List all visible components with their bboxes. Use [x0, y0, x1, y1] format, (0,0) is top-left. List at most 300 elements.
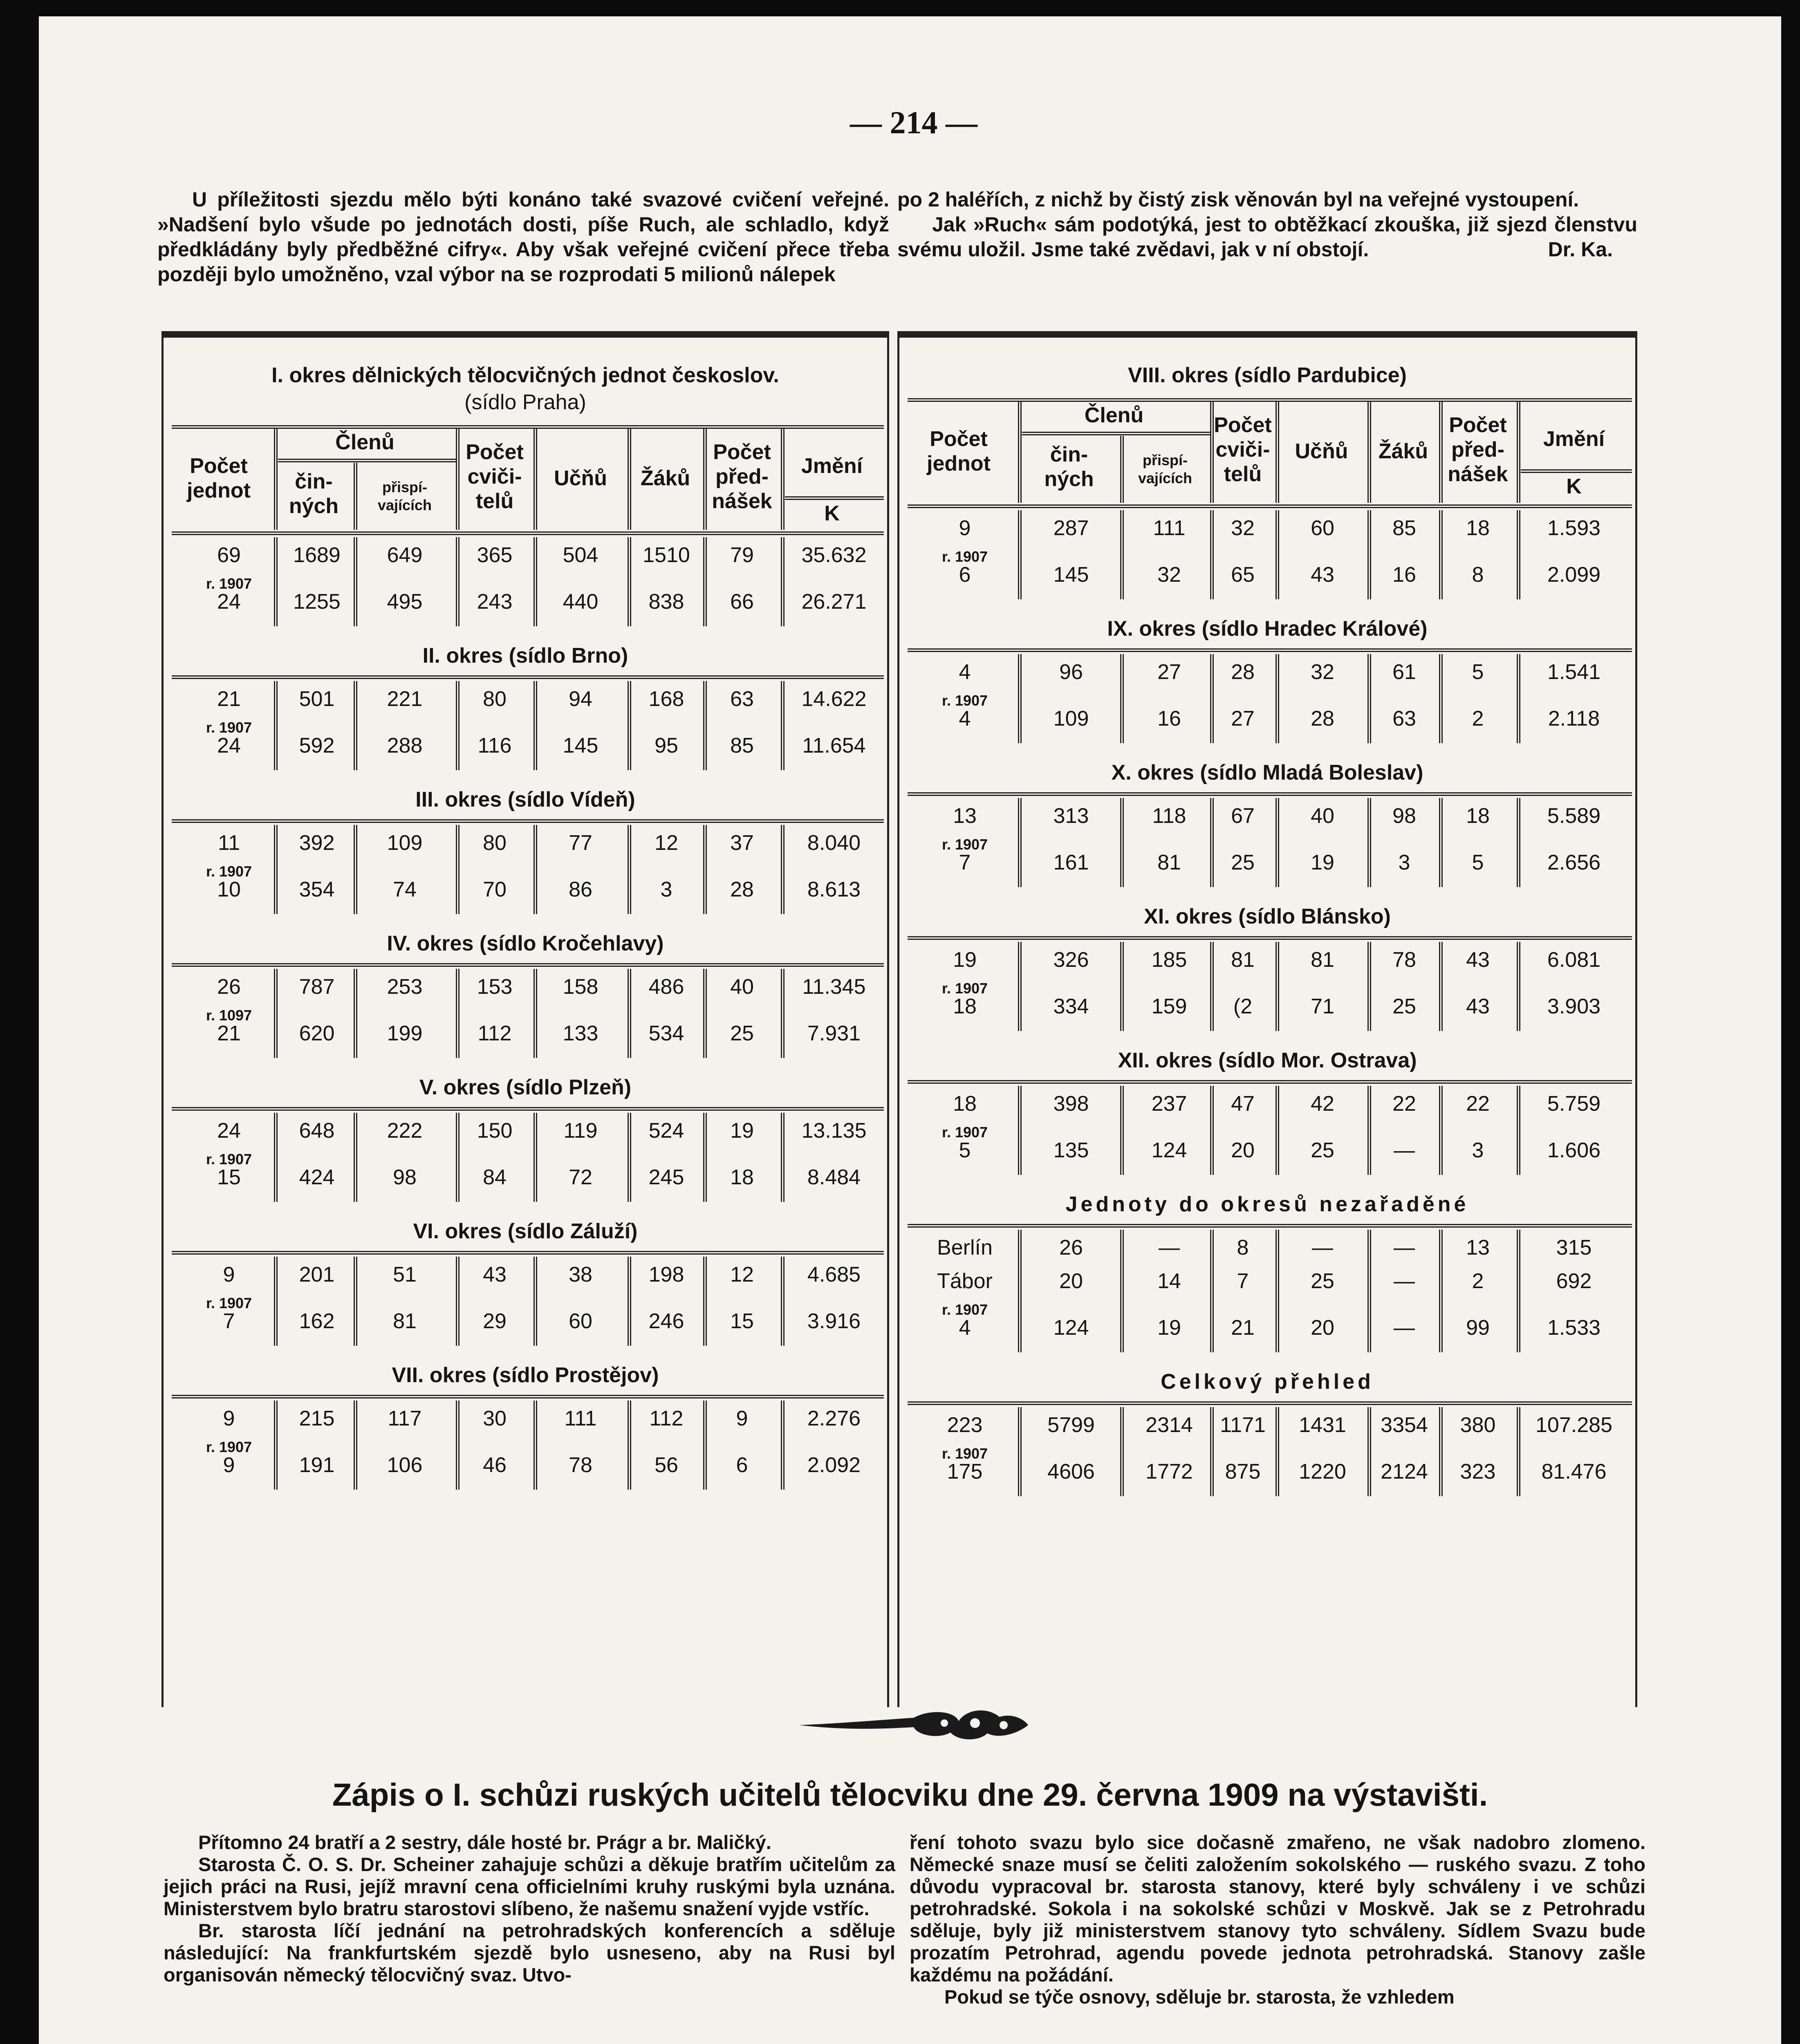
- article-left-paragraph-1: Přítomno 24 bratří a 2 sestry, dále hosté br. Prágr a br. Maličký.: [198, 1831, 771, 1853]
- cell-value: 237: [1151, 1092, 1187, 1116]
- column-rule: [781, 681, 785, 770]
- header-ucnu: Učňů: [1295, 439, 1348, 463]
- cell-value: 112: [477, 1022, 512, 1045]
- cell-value: 63: [730, 687, 754, 711]
- cell-value: 222: [387, 1119, 423, 1143]
- cell-value: 25: [730, 1022, 754, 1045]
- column-rule: [533, 1401, 537, 1490]
- column-rule: [1439, 798, 1443, 887]
- column-rule: [1120, 436, 1124, 503]
- column-rule: [703, 1113, 707, 1202]
- cell-value: 15: [730, 1309, 754, 1333]
- cell-value: 2: [1472, 707, 1484, 731]
- cell-value: 495: [387, 590, 423, 614]
- cell-value: 28: [1231, 660, 1255, 684]
- cell-value: 6.081: [1547, 948, 1601, 972]
- column-rule: [1439, 1230, 1443, 1352]
- cell-value: 111: [564, 1407, 597, 1430]
- cell-value: 43: [1466, 948, 1490, 972]
- cell-value: 185: [1151, 948, 1187, 972]
- cell-value: 71: [1311, 995, 1334, 1018]
- column-rule: [1120, 1230, 1124, 1352]
- column-rule: [628, 681, 631, 770]
- cell-value: 32: [1157, 563, 1181, 587]
- page-number: — 214 —: [850, 105, 977, 140]
- cell-value: 99: [1466, 1316, 1490, 1340]
- column-rule: [354, 825, 357, 914]
- column-rule: [354, 1257, 357, 1346]
- column-rule: [781, 1257, 785, 1346]
- cell-value: 18: [1466, 516, 1490, 540]
- cell-value: 19: [1157, 1316, 1181, 1340]
- page: [39, 16, 1781, 2044]
- header-cinnych: čin- ných: [289, 470, 339, 518]
- cell-value: 5.759: [1547, 1092, 1601, 1116]
- cell-value: 12: [730, 1263, 754, 1286]
- cell-value: 27: [1231, 707, 1255, 731]
- cell-value: 534: [648, 1022, 684, 1045]
- cell-value: 524: [648, 1119, 684, 1143]
- row-label: 223: [947, 1413, 983, 1437]
- column-rule: [1517, 942, 1520, 1031]
- cell-value: 150: [477, 1119, 513, 1143]
- header-pocet-cvicitelu: Počet cviči- telů: [1214, 413, 1272, 486]
- column-rule: [781, 1113, 785, 1202]
- cell-value: 42: [1311, 1092, 1334, 1116]
- cell-value: 1.541: [1547, 660, 1601, 684]
- column-rule: [1439, 1086, 1443, 1175]
- column-rule: [1517, 798, 1520, 887]
- cell-value: 25: [1311, 1269, 1334, 1293]
- cell-value: 199: [387, 1022, 423, 1045]
- cell-value: 22: [1466, 1092, 1490, 1116]
- cell-value: 47: [1231, 1092, 1255, 1116]
- cell-value: 20: [1311, 1316, 1334, 1340]
- row-label: 4: [959, 707, 971, 731]
- column-rule: [781, 969, 785, 1058]
- cell-value: 245: [648, 1165, 684, 1189]
- cell-value: 3: [660, 878, 672, 901]
- cell-value: 67: [1231, 804, 1255, 828]
- row-year: r. 1907: [941, 1301, 988, 1318]
- cell-value: 3.903: [1547, 995, 1601, 1018]
- row-label: 10: [217, 878, 241, 901]
- header-zaku: Žáků: [1378, 439, 1428, 463]
- right-table: [897, 331, 1637, 1707]
- cell-value: 4.685: [807, 1263, 861, 1286]
- header-top-rule: [172, 425, 884, 429]
- table-title: VIII. okres (sídlo Pardubice): [1128, 363, 1407, 387]
- cell-value: 201: [299, 1263, 335, 1286]
- section-title: VII. okres (sídlo Prostějov): [392, 1363, 659, 1387]
- header-jmeni-rule: [1521, 469, 1632, 473]
- column-rule: [533, 681, 537, 770]
- section-rule: [908, 1224, 1632, 1228]
- cell-value: 20: [1059, 1269, 1083, 1293]
- cell-value: 43: [483, 1263, 507, 1286]
- column-rule: [274, 428, 278, 530]
- cell-value: 124: [1053, 1316, 1089, 1340]
- row-label: 18: [953, 1092, 977, 1116]
- cell-value: 107.285: [1535, 1413, 1612, 1437]
- column-rule: [1120, 798, 1124, 887]
- section-rule: [908, 1080, 1632, 1084]
- row-label: 18: [953, 995, 977, 1018]
- column-rule: [1275, 1230, 1279, 1352]
- column-rule: [1439, 1407, 1443, 1496]
- cell-value: 4606: [1047, 1460, 1095, 1484]
- header-pocet-prednasek: Počet před- nášek: [712, 440, 772, 513]
- cell-value: 380: [1460, 1413, 1496, 1437]
- cell-value: 19: [730, 1119, 754, 1143]
- column-rule: [274, 825, 278, 914]
- section-title: Jednoty do okresů nezařaděné: [1065, 1192, 1469, 1216]
- intro-right-column: [897, 187, 1637, 262]
- column-rule: [1210, 1407, 1214, 1496]
- article-left-column: [164, 1831, 895, 1986]
- column-rule: [1018, 942, 1022, 1031]
- column-rule: [1120, 1407, 1124, 1496]
- cell-value: 109: [387, 831, 423, 855]
- column-rule: [274, 1401, 278, 1490]
- column-rule: [1367, 510, 1371, 599]
- cell-value: 3354: [1381, 1413, 1428, 1437]
- row-label: 24: [217, 734, 241, 758]
- cell-value: 3: [1398, 851, 1410, 874]
- cell-value: 37: [730, 831, 754, 855]
- cell-value: 334: [1053, 995, 1089, 1018]
- column-rule: [533, 428, 537, 530]
- article-title: Zápis o I. schůzi ruských učitelů tělocviku dne 29. června 1909 na výstavišti.: [332, 1777, 1488, 1813]
- column-rule: [274, 1257, 278, 1346]
- cell-value: 95: [655, 734, 678, 758]
- cell-value: 109: [1053, 707, 1089, 731]
- column-rule: [628, 1401, 631, 1490]
- cell-value: 246: [648, 1309, 684, 1333]
- column-rule: [703, 1401, 707, 1490]
- section-title: V. okres (sídlo Plzeň): [419, 1076, 632, 1099]
- article-right-paragraph-1: ření tohoto svazu bylo sice dočasně zmařeno, ne však nadobro zlomeno. Německé snaze musí se čeliti založením sokolského — ruského svazu. Z toho důvodu vypracoval br. starosta stanovy, které byly schváleny i ve schůzi petrohradské. Sokola i na sokolské schůzi v Moskvě. Jak se z Petrohradu sděluje, byly již ministerstvem stanovy tyto schváleny. Sídlem Svazu bude prozatím Petrohrad, agendu povede jednota petrohradská. Stanovy zašle každému na požádání.: [910, 1831, 1645, 1986]
- cell-value: 1.533: [1547, 1316, 1601, 1340]
- cell-value: 1220: [1299, 1460, 1346, 1484]
- cell-value: 620: [299, 1022, 335, 1045]
- row-label: 24: [217, 1119, 241, 1143]
- column-rule: [274, 681, 278, 770]
- column-rule: [703, 1257, 707, 1346]
- cell-value: 28: [1311, 707, 1334, 731]
- section-title: IX. okres (sídlo Hradec Králové): [1107, 617, 1428, 641]
- cell-value: 2.656: [1547, 851, 1601, 874]
- cell-value: 46: [483, 1453, 507, 1477]
- section-rule: [172, 963, 884, 967]
- header-top-rule: [908, 398, 1632, 402]
- cell-value: 486: [648, 975, 684, 999]
- column-rule: [1210, 1230, 1214, 1352]
- column-rule: [1210, 1086, 1214, 1175]
- column-rule: [456, 681, 460, 770]
- cell-value: 16: [1392, 563, 1416, 587]
- section-rule: [908, 648, 1632, 652]
- row-label: 4: [959, 1316, 971, 1340]
- header-zaku: Žáků: [640, 466, 690, 490]
- cell-value: 32: [1311, 660, 1334, 684]
- cell-value: 43: [1311, 563, 1334, 587]
- section-title: Celkový přehled: [1161, 1370, 1374, 1394]
- section-rule: [172, 1251, 884, 1255]
- header-clenu-rule: [278, 459, 456, 462]
- row-label: 21: [217, 687, 241, 711]
- section-title: IV. okres (sídlo Kročehlavy): [387, 932, 664, 955]
- column-rule: [781, 1401, 785, 1490]
- column-rule: [628, 969, 631, 1058]
- cell-value: 162: [299, 1309, 335, 1333]
- cell-value: 38: [569, 1263, 592, 1286]
- cell-value: 649: [387, 543, 423, 567]
- column-rule: [1439, 942, 1443, 1031]
- header-bottom-rule: [908, 504, 1632, 508]
- cell-value: 288: [387, 734, 423, 758]
- column-rule: [1018, 401, 1022, 503]
- header-jmeni: Jmění: [801, 454, 863, 478]
- cell-value: 253: [387, 975, 423, 999]
- row-label: 11: [218, 831, 240, 855]
- cell-value: 30: [483, 1407, 507, 1430]
- cell-value: 81.476: [1541, 1460, 1607, 1484]
- column-rule: [1210, 942, 1214, 1031]
- row-label: Berlín: [937, 1236, 993, 1260]
- column-rule: [1517, 1086, 1520, 1175]
- cell-value: 70: [483, 878, 507, 901]
- column-rule: [456, 1401, 460, 1490]
- column-rule: [1120, 510, 1124, 599]
- column-rule: [628, 825, 631, 914]
- row-label: Tábor: [937, 1269, 993, 1293]
- cell-value: 79: [730, 543, 754, 567]
- cell-value: 8.484: [807, 1165, 861, 1189]
- article-right-paragraph-2: Pokud se týče osnovy, sděluje br. starosta, že vzhledem: [944, 1986, 1455, 2008]
- header-jmeni: Jmění: [1543, 427, 1605, 451]
- cell-value: 29: [483, 1309, 507, 1333]
- header-cinnych: čin- ných: [1044, 443, 1094, 491]
- cell-value: 3.916: [807, 1309, 861, 1333]
- cell-value: 13.135: [801, 1119, 867, 1143]
- column-rule: [1210, 798, 1214, 887]
- cell-value: 27: [1157, 660, 1181, 684]
- cell-value: 117: [388, 1407, 422, 1430]
- section-rule: [908, 936, 1632, 940]
- row-year: r. 1907: [941, 980, 988, 997]
- cell-value: 80: [483, 687, 507, 711]
- cell-value: 25: [1392, 995, 1416, 1018]
- cell-value: 365: [477, 543, 513, 567]
- cell-value: 118: [1152, 804, 1186, 828]
- column-rule: [1210, 654, 1214, 743]
- cell-value: 98: [1392, 804, 1416, 828]
- row-label: 9: [223, 1263, 235, 1286]
- column-rule: [1275, 1407, 1279, 1496]
- row-year: r. 1907: [206, 1439, 252, 1455]
- cell-value: 124: [1151, 1139, 1187, 1162]
- cell-value: 1689: [293, 543, 341, 567]
- cell-value: 1431: [1299, 1413, 1346, 1437]
- cell-value: 77: [569, 831, 592, 855]
- cell-value: 2.118: [1548, 707, 1600, 731]
- column-rule: [1275, 942, 1279, 1031]
- cell-value: 11.654: [802, 734, 866, 758]
- cell-value: 875: [1225, 1460, 1261, 1484]
- column-rule: [1367, 942, 1371, 1031]
- cell-value: 72: [569, 1165, 592, 1189]
- column-rule: [628, 537, 631, 626]
- row-year: r. 1907: [206, 1151, 252, 1168]
- cell-value: 145: [563, 734, 599, 758]
- cell-value: 221: [387, 687, 423, 711]
- row-year: r. 1907: [941, 836, 988, 853]
- column-rule: [1018, 510, 1022, 599]
- cell-value: 7: [1237, 1269, 1249, 1293]
- column-rule: [1367, 798, 1371, 887]
- cell-value: 20: [1231, 1139, 1255, 1162]
- column-rule: [354, 1113, 357, 1202]
- row-label: 7: [959, 851, 971, 874]
- header-jmeni-rule: [785, 496, 884, 500]
- row-year: r. 1097: [206, 1007, 252, 1024]
- cell-value: 168: [648, 687, 684, 711]
- cell-value: 60: [1311, 516, 1334, 540]
- cell-value: 1171: [1220, 1413, 1266, 1437]
- row-label: 175: [947, 1460, 983, 1484]
- cell-value: 106: [387, 1453, 423, 1477]
- column-rule: [456, 825, 460, 914]
- column-rule: [274, 969, 278, 1058]
- header-ucnu: Učňů: [554, 466, 607, 490]
- cell-value: 215: [299, 1407, 335, 1430]
- header-pocet-prednasek: Počet před- nášek: [1448, 413, 1508, 486]
- column-rule: [1367, 1086, 1371, 1175]
- cell-value: 61: [1392, 660, 1416, 684]
- intro-right-text-1: po 2 haléřích, z nichž by čistý zisk věnován byl na veřejné vystoupení.: [897, 188, 1579, 211]
- cell-value: 18: [730, 1165, 754, 1189]
- cell-value: 2.276: [807, 1407, 861, 1430]
- cell-value: 74: [393, 878, 417, 901]
- cell-value: 80: [483, 831, 507, 855]
- column-rule: [1517, 1230, 1520, 1352]
- cell-value: 2124: [1381, 1460, 1428, 1484]
- cell-value: 26: [1059, 1236, 1083, 1260]
- cell-value: 8.040: [807, 831, 861, 855]
- cell-value: 440: [563, 590, 599, 614]
- cell-value: 7.931: [807, 1022, 861, 1045]
- cell-value: 16: [1157, 707, 1181, 731]
- cell-value: 5: [1472, 660, 1484, 684]
- cell-value: 25: [1311, 1139, 1334, 1162]
- section-title: VI. okres (sídlo Záluží): [413, 1219, 638, 1243]
- cell-value: 81: [1157, 851, 1181, 874]
- cell-value: 5799: [1047, 1413, 1095, 1437]
- header-pocet-jednot: Počet jednot: [187, 454, 251, 502]
- cell-value: 22: [1392, 1092, 1416, 1116]
- column-rule: [1120, 1086, 1124, 1175]
- cell-value: 354: [299, 878, 335, 901]
- cell-value: 85: [730, 734, 754, 758]
- cell-value: 14.622: [801, 687, 867, 711]
- cell-value: —: [1394, 1316, 1415, 1340]
- column-rule: [1120, 654, 1124, 743]
- cell-value: 28: [730, 878, 754, 901]
- cell-value: 63: [1392, 707, 1416, 731]
- cell-value: 13: [1466, 1236, 1490, 1260]
- column-rule: [703, 969, 707, 1058]
- cell-value: 12: [655, 831, 678, 855]
- column-rule: [703, 537, 707, 626]
- cell-value: 1.606: [1547, 1139, 1601, 1162]
- section-rule: [172, 1395, 884, 1399]
- cell-value: 153: [477, 975, 513, 999]
- row-label: 24: [217, 590, 241, 614]
- cell-value: 84: [483, 1165, 507, 1189]
- article-left-paragraph-2: Starosta Č. O. S. Dr. Scheiner zahajuje schůzi a děkuje bratřím učitelům za jejich práci na Rusi, jejíž mravní cena officielními kruhy ruskými byla uznána. Ministerstvem bylo bratru starostovi slíbeno, že našemu snažení vyjde vstříc.: [164, 1853, 895, 1919]
- cell-value: 398: [1053, 1092, 1089, 1116]
- cell-value: 1255: [293, 590, 341, 614]
- cell-value: 14: [1157, 1269, 1181, 1293]
- column-rule: [781, 428, 785, 530]
- column-rule: [703, 681, 707, 770]
- column-rule: [274, 537, 278, 626]
- cell-value: —: [1394, 1236, 1415, 1260]
- table-title: I. okres dělnických tělocvičných jednot českoslov.: [271, 363, 779, 387]
- column-rule: [456, 969, 460, 1058]
- column-rule: [456, 537, 460, 626]
- column-rule: [1367, 1407, 1371, 1496]
- column-rule: [1367, 401, 1371, 503]
- intro-left-text: U příležitosti sjezdu mělo býti konáno také svazové cvičení veřejné. »Nadšení bylo všude po jednotách dosti, píše Ruch, ale schladlo, když předkládány byly předběžné cifry«. Aby však veřejné cvičení přece třeba později bylo umožněno, vzal výbor na se rozprodati 5 milionů nálepek: [157, 188, 889, 286]
- cell-value: 21: [1231, 1316, 1255, 1340]
- row-label: 6: [959, 563, 971, 587]
- header-bottom-rule: [172, 531, 884, 535]
- intro-right-text-2: Jak »Ruch« sám podotýká, jest to obtěžkací zkouška, již sjezd členstvu svému uložil. Jsme také zvědavi, jak v ní obstojí.: [897, 213, 1637, 261]
- column-rule: [354, 1401, 357, 1490]
- cell-value: 6: [736, 1453, 748, 1477]
- column-rule: [1275, 510, 1279, 599]
- cell-value: —: [1312, 1236, 1333, 1260]
- cell-value: 81: [1311, 948, 1334, 972]
- column-rule: [533, 537, 537, 626]
- cell-value: 78: [569, 1453, 592, 1477]
- column-rule: [354, 681, 357, 770]
- header-clenu: Členů: [1084, 403, 1144, 427]
- header-prispivajicich: přispí- vajících: [377, 479, 432, 513]
- signature: Dr. Ka.: [1548, 238, 1613, 261]
- section-rule: [908, 792, 1632, 796]
- cell-value: —: [1394, 1139, 1415, 1162]
- column-rule: [354, 463, 357, 530]
- row-year: r. 1907: [206, 863, 252, 880]
- section-rule: [172, 1107, 884, 1111]
- column-rule: [628, 1257, 631, 1346]
- row-label: 7: [223, 1309, 235, 1333]
- cell-value: 96: [1059, 660, 1083, 684]
- header-clenu: Členů: [335, 430, 395, 454]
- header-jmeni-unit: K: [1566, 475, 1582, 498]
- column-rule: [781, 825, 785, 914]
- column-rule: [703, 825, 707, 914]
- cell-value: 32: [1231, 516, 1255, 540]
- row-year: r. 1907: [941, 1445, 988, 1462]
- column-rule: [1275, 401, 1279, 503]
- row-label: 26: [217, 975, 241, 999]
- column-rule: [274, 1113, 278, 1202]
- column-rule: [781, 537, 785, 626]
